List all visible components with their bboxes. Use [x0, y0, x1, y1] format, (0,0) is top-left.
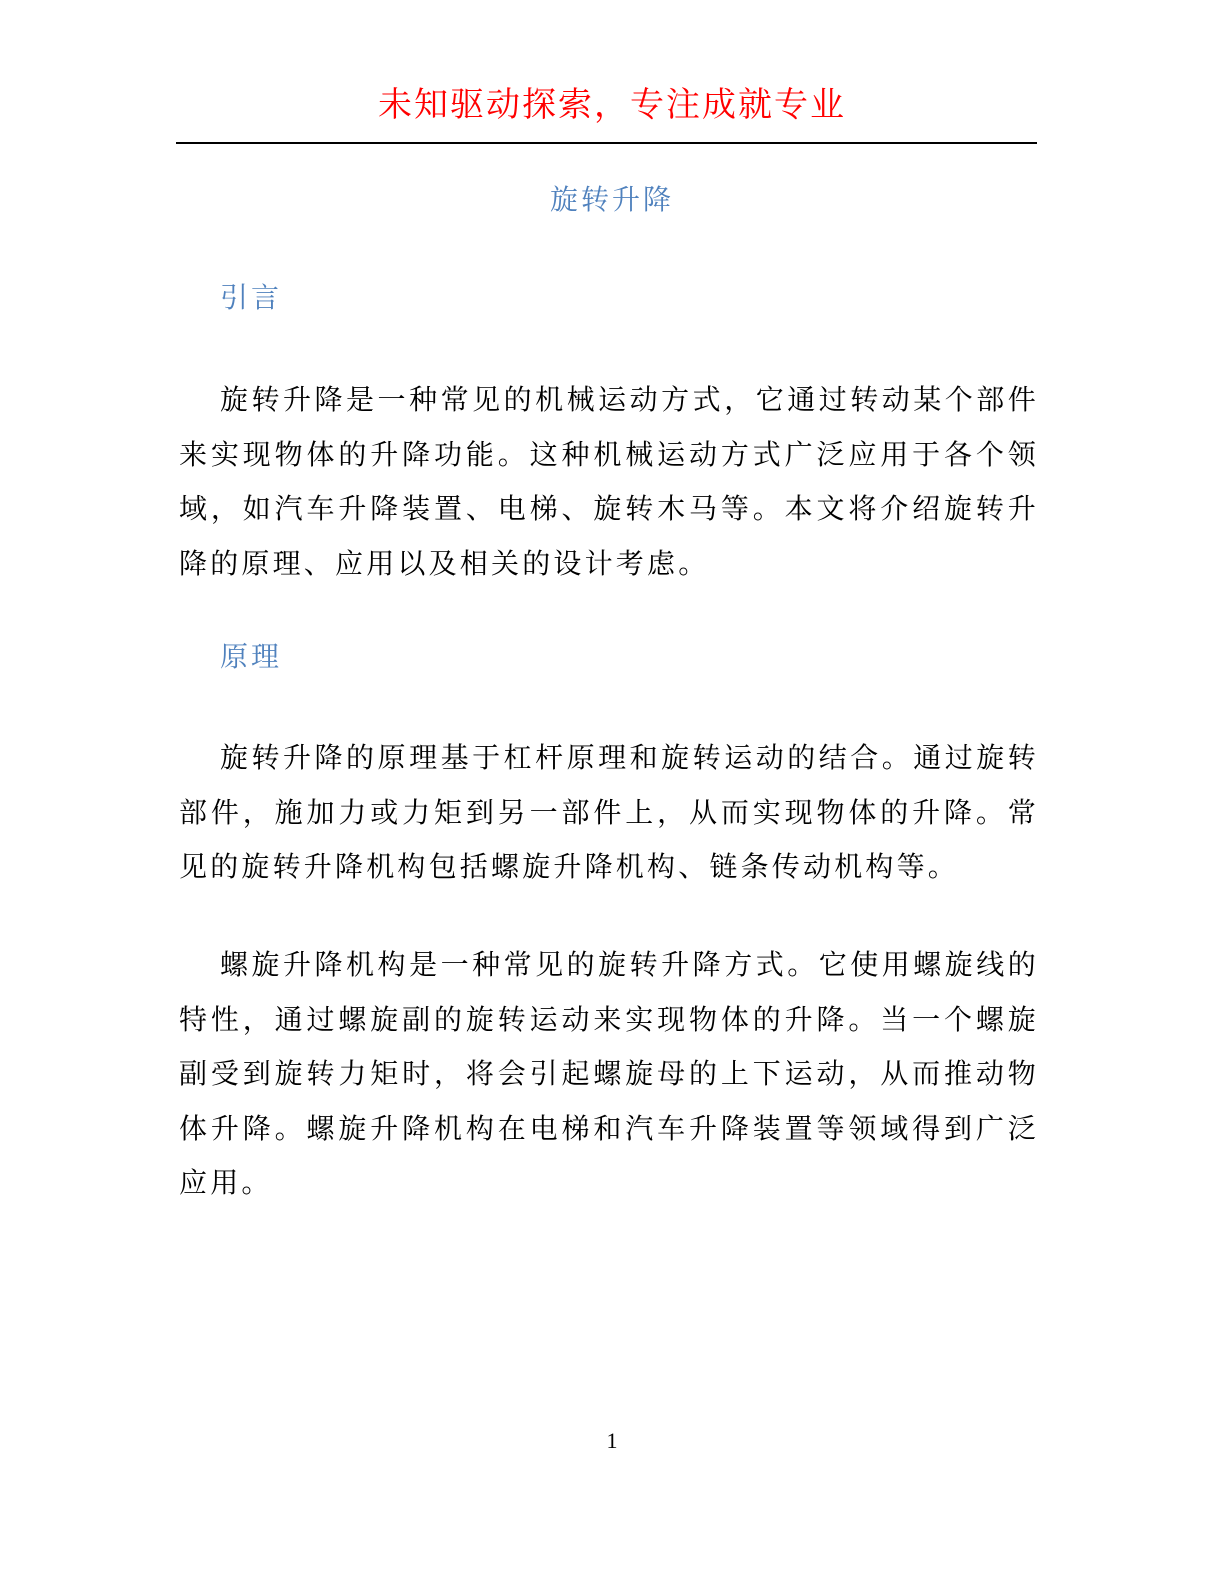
- section-heading-principle: 原理: [220, 640, 283, 673]
- paragraph-principle: 旋转升降的原理基于杠杆原理和旋转运动的结合。通过旋转部件，施加力或力矩到另一部件上，从而实现物体的升降。常见的旋转升降机构包括螺旋升降机构、链条传动机构等。: [179, 741, 1039, 883]
- header-divider: [176, 142, 1037, 144]
- document-title: 旋转升降: [549, 183, 674, 216]
- paragraph-introduction: 旋转升降是一种常见的机械运动方式，它通过转动某个部件来实现物体的升降功能。这种机械运动方式广泛应用于各个领域，如汽车升降装置、电梯、旋转木马等。本文将介绍旋转升降的原理、应用以及相关的设计考虑。: [179, 383, 1039, 580]
- page-number: 1: [606, 1428, 618, 1453]
- header-title: 未知驱动探索，专注成就专业: [378, 85, 846, 125]
- paragraph-screw-lift: 螺旋升降机构是一种常见的旋转升降方式。它使用螺旋线的特性，通过螺旋副的旋转运动来实现物体的升降。当一个螺旋副受到旋转力矩时，将会引起螺旋母的上下运动，从而推动物体升降。螺旋升降机构在电梯和汽车升降装置等领域得到广泛应用。: [179, 948, 1039, 1199]
- section-heading-introduction: 引言: [220, 281, 283, 314]
